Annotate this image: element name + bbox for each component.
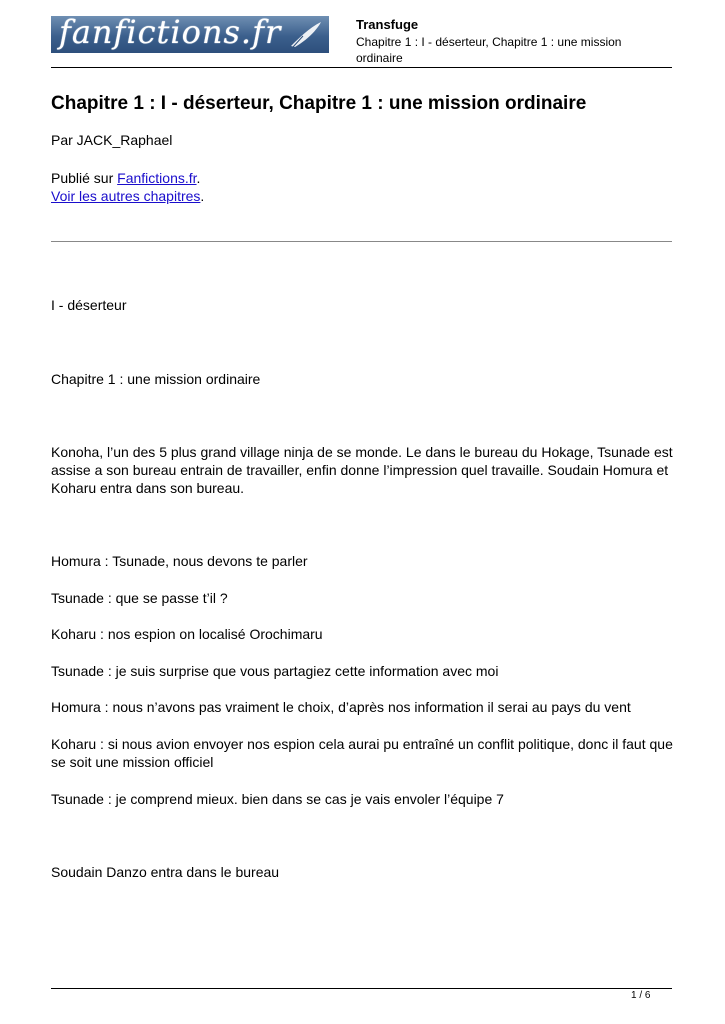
other-chapters-link[interactable]: Voir les autres chapitres [51, 188, 201, 204]
footer-divider [51, 988, 672, 989]
dialogue-line: Tsunade : que se passe t’il ? [51, 590, 228, 606]
dialogue-line: Homura : nous n’avons pas vraiment le choix, d’après nos information il serai au pays du vent [51, 699, 631, 715]
chapter-title: Chapitre 1 : I - déserteur, Chapitre 1 : une mission ordinaire [51, 93, 587, 114]
paragraph: Konoha, l’un des 5 plus grand village ninja de se monde. Le dans le bureau du Hokage, Tsunade est assise a son bureau entrain de travailler, enfin donne l’impression quel travaille. Soudain Homura et Koharu entra dans son bureau. [51, 444, 673, 496]
quill-icon [289, 20, 323, 50]
fanfictions-logo [51, 16, 329, 53]
header-divider [51, 67, 672, 68]
part-heading: I - déserteur [51, 297, 127, 313]
dialogue-line: Homura : Tsunade, nous devons te parler [51, 553, 308, 569]
dialogue-line: Tsunade : je suis surprise que vous partagiez cette information avec moi [51, 663, 499, 679]
logo-text: fanfictions.fr [59, 16, 282, 51]
published-suffix: . [196, 170, 201, 186]
header-chapter-subtitle: Chapitre 1 : I - déserteur, Chapitre 1 : une mission ordinaire [356, 35, 622, 65]
page-number: 1 / 6 [631, 990, 651, 1001]
published-prefix: Publié sur [51, 170, 118, 186]
dialogue-line: Koharu : nos espion on localisé Orochimaru [51, 626, 323, 642]
dialogue-line: Tsunade : je comprend mieux. bien dans se cas je vais envoler l’équipe 7 [51, 791, 504, 807]
paragraph: Soudain Danzo entra dans le bureau [51, 864, 280, 880]
header-story-title: Transfuge [356, 17, 419, 32]
other-chapters-suffix: . [200, 188, 205, 204]
dialogue-line: Koharu : si nous avion envoyer nos espion cela aurai pu entraîné un conflit politique, donc il faut que se soit une mission officiel [51, 736, 673, 770]
author-line: Par JACK_Raphael [51, 132, 173, 148]
published-line [51, 169, 676, 187]
content-divider [51, 241, 672, 242]
other-chapters-line [51, 187, 676, 205]
chapter-heading: Chapitre 1 : une mission ordinaire [51, 371, 261, 387]
fanfictions-link[interactable]: Fanfictions.fr [117, 170, 197, 186]
